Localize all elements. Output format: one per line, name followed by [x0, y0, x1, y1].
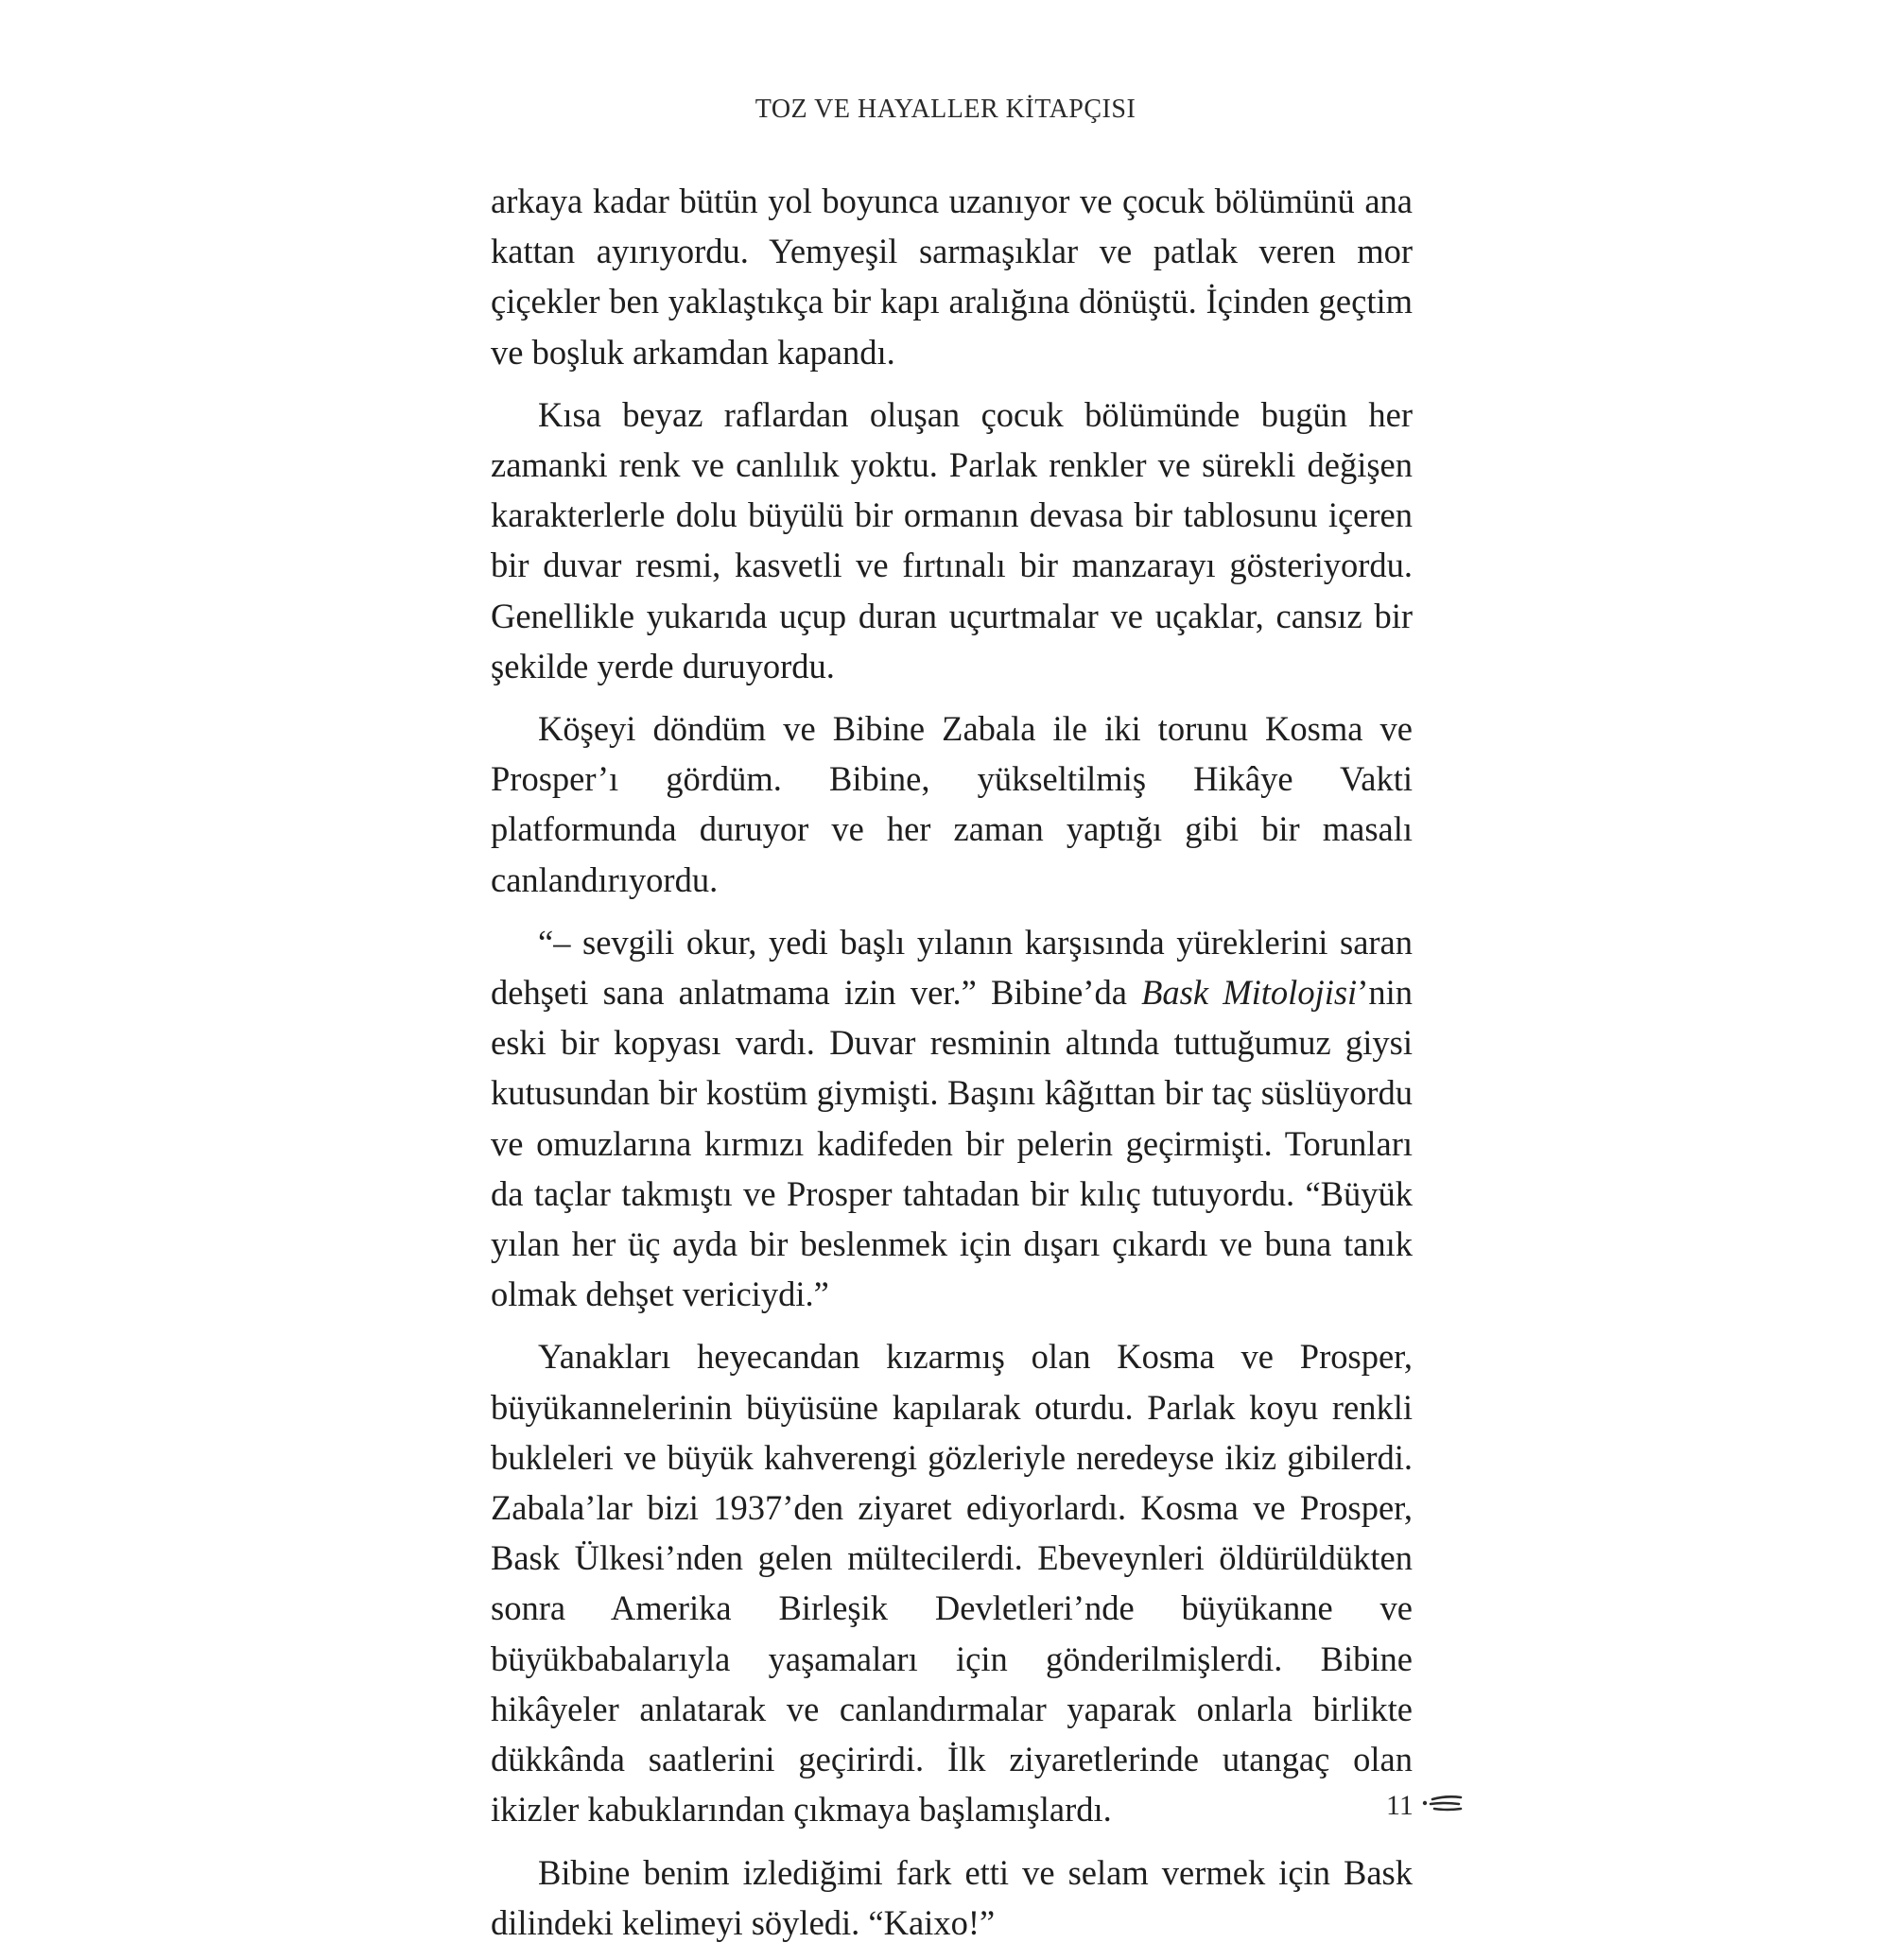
book-title-italic: Bask Mitolojisi [1141, 973, 1358, 1013]
paragraph-4-rest: ’nin eski bir kopyası vardı. Duvar resminin altında tuttuğumuz giysi kutusundan bir kostüm giymişti. Başını kâğıttan bir taç süslüyordu ve omuzlarına kırmızı kadifeden bir pelerin geçirmişti. Torunları da taçlar takmıştı ve Prosper tahtadan bir kılıç tutuyordu. “Büyük yılan her üç ayda bir beslenmek için dışarı çıkardı ve buna tanık olmak dehşet vericiydi.” [491, 973, 1413, 1314]
running-title: TOZ VE HAYALLER KİTAPÇISI [755, 95, 1136, 124]
paragraph-4 [491, 917, 1413, 1320]
feather-ornament-icon [1421, 1790, 1465, 1822]
paragraph-3: Köşeyi döndüm ve Bibine Zabala ile iki torunu Kosma ve Prosper’ı gördüm. Bibine, yükseltilmiş Hikâye Vakti platformunda duruyor ve her zaman yaptığı gibi bir masalı canlandırıyordu. [491, 709, 1413, 899]
paragraph-1: arkaya kadar bütün yol boyunca uzanıyor ve çocuk bölümünü ana kattan ayırıyordu. Yemyeşil sarmaşıklar ve patlak veren mor çiçekler ben yaklaştıkça bir kapı aralığına dönüştü. İçinden geçtim ve boşluk arkamdan kapandı. [491, 182, 1413, 372]
paragraph-4-lead: “– sevgili okur, yedi başlı yılanın karşısında yüreklerini saran dehşeti sana anlatmama izin ver.” Bibine’da [491, 922, 1413, 1013]
page-footer [1386, 1790, 1465, 1822]
paragraph-5: Yanakları heyecandan kızarmış olan Kosma ve Prosper, büyükannelerinin büyüsüne kapılarak oturdu. Parlak koyu renkli bukleleri ve büyük kahverengi gözleriyle neredeyse ikiz gibilerdi. Zabala’lar bizi 1937’den ziyaret ediyorlardı. Kosma ve Prosper, Bask Ülkesi’nden gelen mültecilerdi. Ebeveynleri öldürüldükten sonra Amerika Birleşik Devletleri’nde büyükanne ve büyükbabalarıyla yaşamaları için gönderilmişlerdi. Bibine hikâyeler anlatarak ve canlandırmalar yaparak onlarla birlikte dükkânda saatlerini geçirirdi. İlk ziyaretlerinde utangaç olan ikizler kabuklarından çıkmaya başlamışlardı. [491, 1337, 1413, 1830]
body-text [491, 176, 1413, 1960]
page-number: 11 [1386, 1790, 1414, 1821]
paragraph-6: Bibine benim izlediğimi fark etti ve selam vermek için Bask dilindeki kelimeyi söyledi. “Kaixo!” [491, 1852, 1413, 1942]
paragraph-2: Kısa beyaz raflardan oluşan çocuk bölümünde bugün her zamanki renk ve canlılık yoktu. Parlak renkler ve sürekli değişen karakterlerle dolu büyülü bir ormanın devasa bir tablosunu içeren bir duvar resmi, kasvetli ve fırtınalı bir manzarayı gösteriyordu. Genellikle yukarıda uçup duran uçurtmalar ve uçaklar, cansız bir şekilde yerde duruyordu. [491, 394, 1413, 685]
